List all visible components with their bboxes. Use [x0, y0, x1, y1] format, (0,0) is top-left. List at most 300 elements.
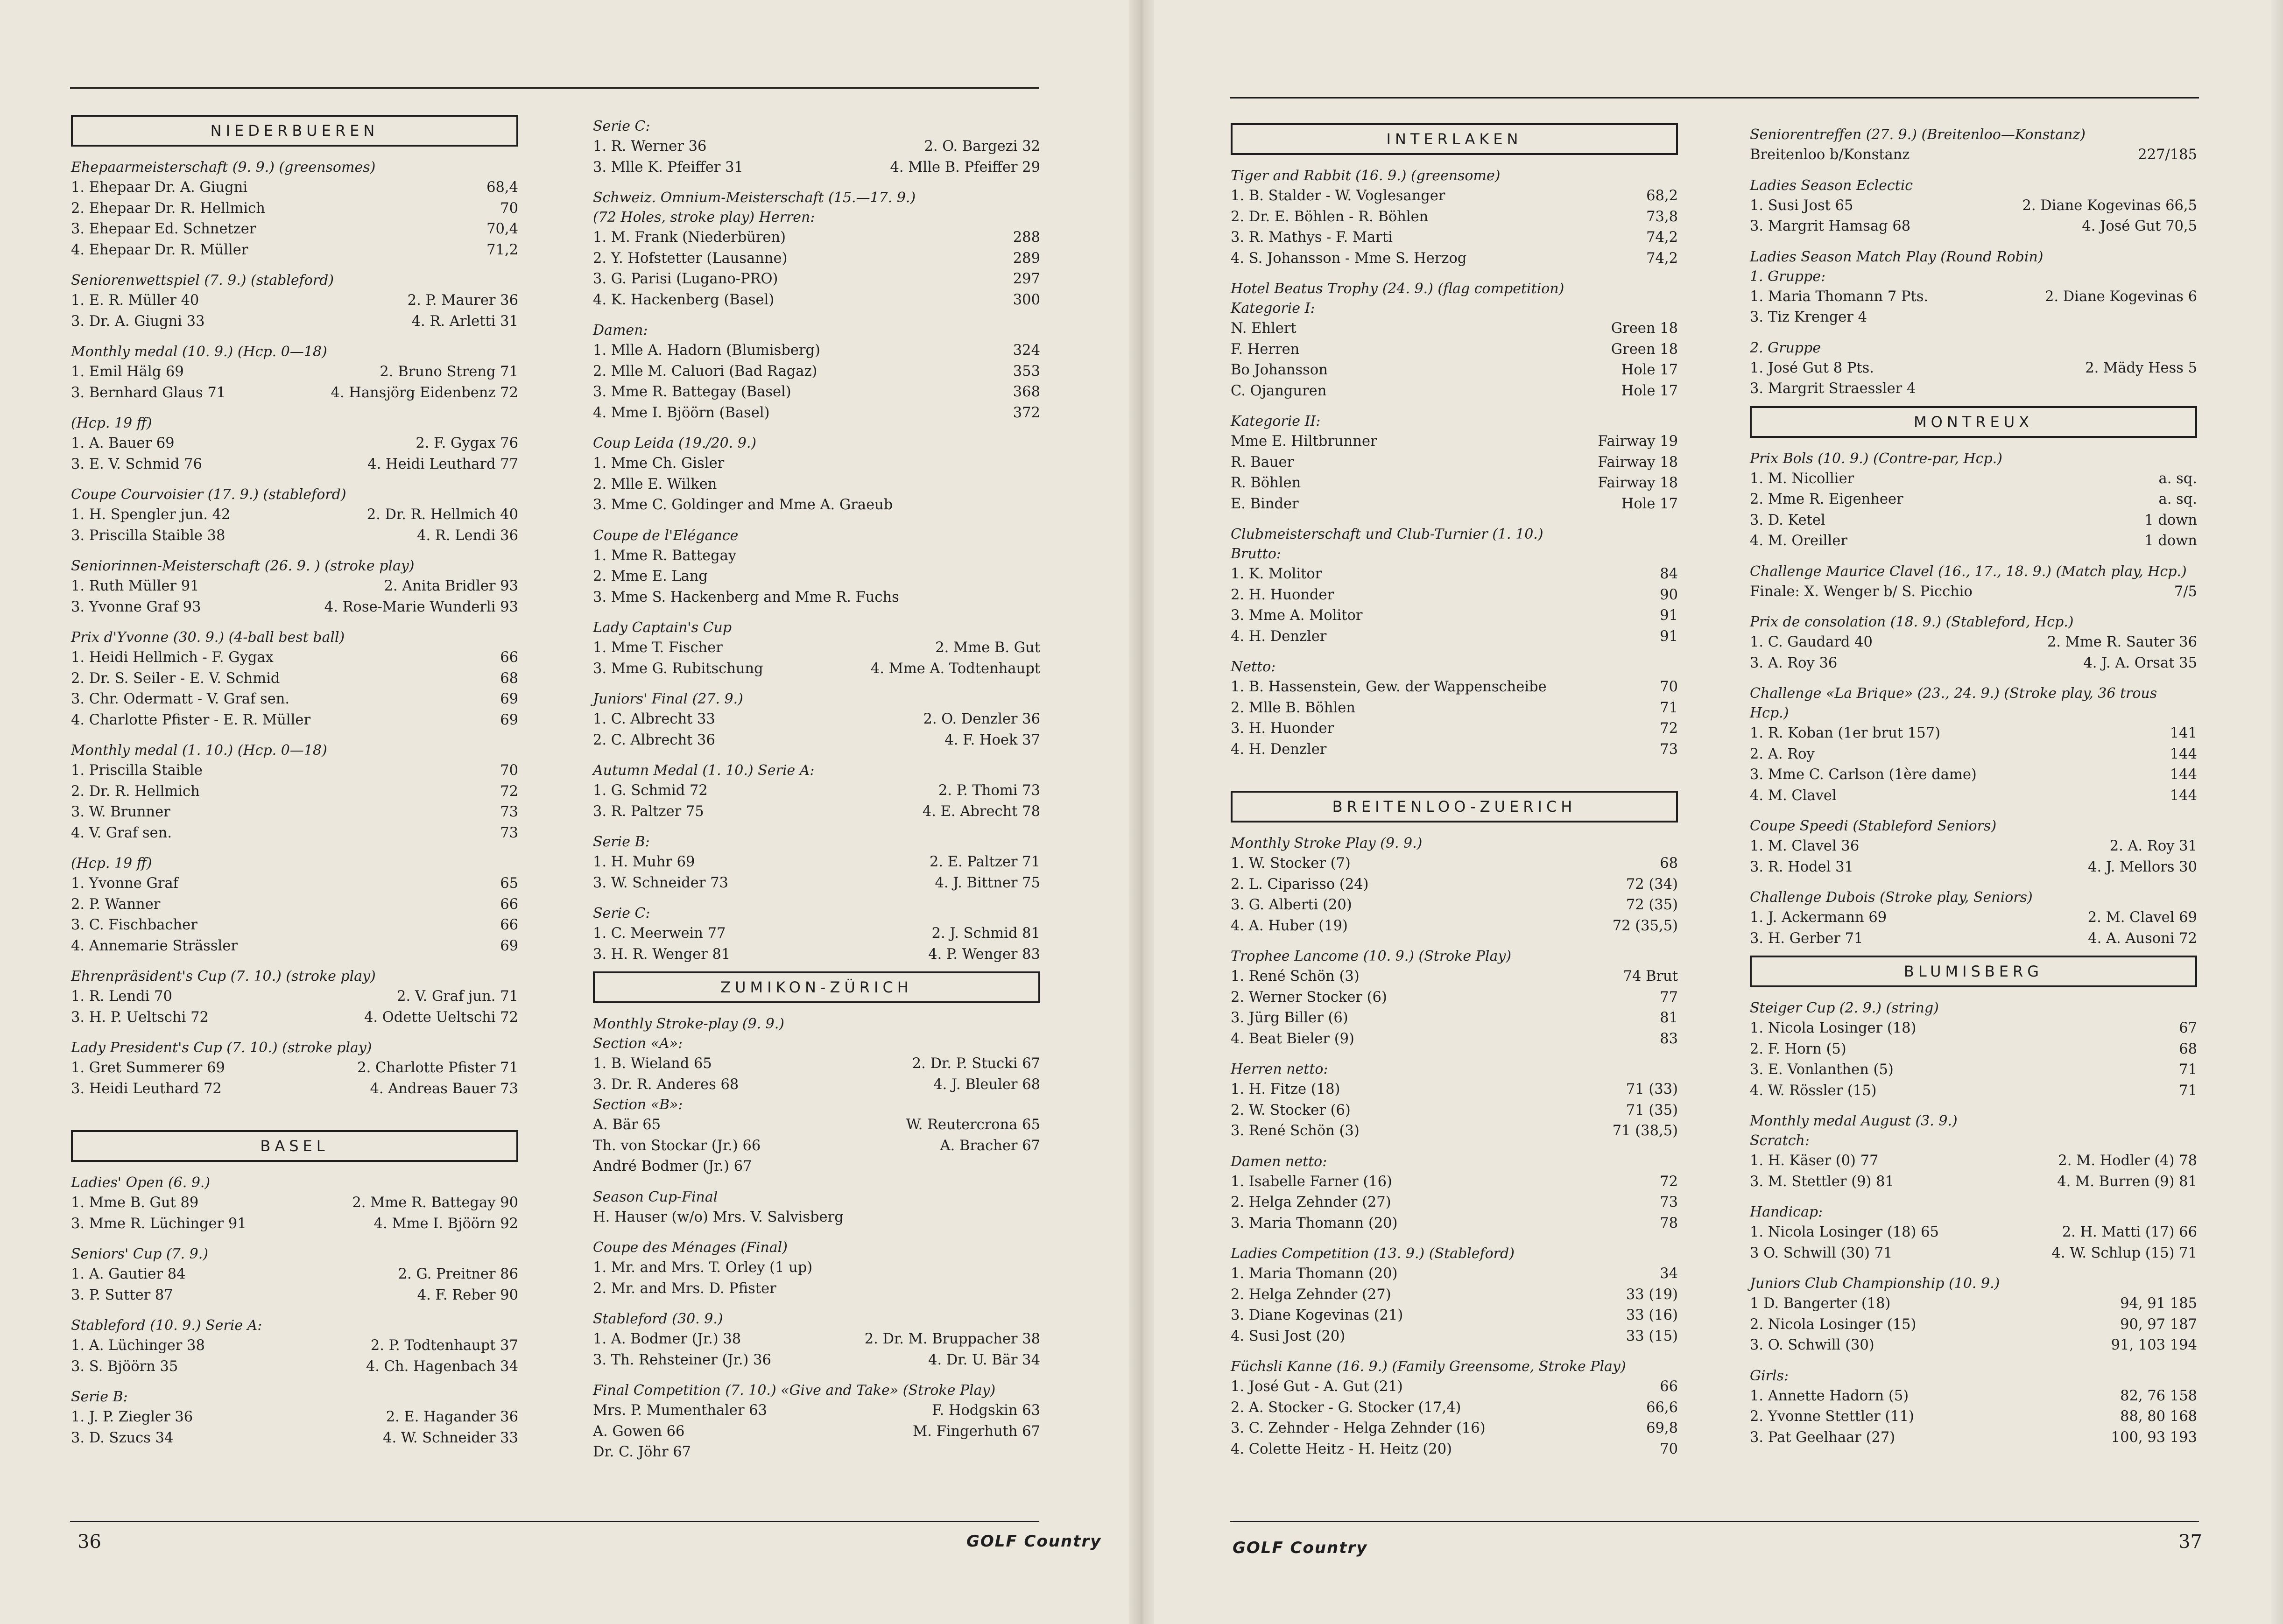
results-section — [71, 1038, 518, 1099]
results-section — [71, 414, 518, 475]
result-entry: 3. Mme C. Goldinger and Mme A. Graeub — [593, 497, 893, 513]
result-entry: 3. W. Schneider 73 — [593, 874, 728, 891]
result-entry: 1. Gret Summerer 69 — [71, 1060, 225, 1076]
result-entry: 1. Maria Thomann (20) — [1231, 1265, 1398, 1282]
result-row — [1231, 494, 1678, 515]
result-row — [1231, 853, 1678, 874]
competition-title: Girls: — [1750, 1367, 1789, 1384]
result-entry: 4. H. Denzler — [1231, 628, 1327, 645]
result-row — [1231, 1213, 1678, 1234]
result-value: 1 down — [2144, 533, 2197, 549]
results-section — [593, 761, 1040, 822]
results-section — [71, 628, 518, 731]
competition-title: Scratch: — [1750, 1132, 1810, 1149]
result-row — [1750, 1081, 2197, 1102]
result-entry: 1. E. R. Müller 40 — [71, 292, 199, 309]
result-entry: 1 D. Bangerter (18) — [1750, 1295, 1891, 1312]
competition-title: Stableford (30. 9.) — [593, 1311, 723, 1327]
club-header-blumisberg: BLUMISBERG — [1750, 956, 2197, 987]
result-value: 2. Diane Kogevinas 66,5 — [2022, 197, 2197, 214]
result-row — [1231, 1121, 1678, 1142]
result-entry: 3. Mme C. Carlson (1ère dame) — [1750, 766, 1977, 783]
results-section — [1231, 1357, 1678, 1460]
result-row — [71, 873, 518, 894]
result-value: 70 — [500, 762, 518, 779]
result-value: 72 (34) — [1626, 876, 1678, 893]
result-entry: 3. E. Vonlanthen (5) — [1750, 1062, 1894, 1078]
result-row — [1231, 381, 1678, 402]
result-row — [1750, 489, 2197, 510]
results-section — [593, 434, 1040, 516]
result-row — [1231, 1418, 1678, 1439]
result-entry: Th. von Stockar (Jr.) 66 — [593, 1137, 761, 1154]
results-section — [1750, 1366, 2197, 1448]
results-section — [593, 832, 1040, 893]
result-row — [1231, 207, 1678, 228]
result-row — [71, 177, 518, 198]
section-spacer — [1231, 760, 1678, 784]
result-entry: 1. B. Wieland 65 — [593, 1055, 712, 1072]
result-row — [1750, 836, 2197, 857]
result-row — [1231, 1029, 1678, 1050]
result-entry: Mrs. P. Mumenthaler 63 — [593, 1402, 768, 1419]
result-entry: 1. Priscilla Staible — [71, 762, 203, 779]
result-entry: 1. Mme Ch. Gisler — [593, 455, 725, 471]
result-row — [71, 198, 518, 219]
result-entry: 1. A. Lüchinger 38 — [71, 1337, 205, 1354]
result-value: Fairway 18 — [1598, 475, 1678, 491]
result-row — [1231, 1377, 1678, 1398]
results-section — [1750, 684, 2197, 703]
competition-title: Seniors' Cup (7. 9.) — [71, 1246, 209, 1262]
result-entry: André Bodmer (Jr.) 67 — [593, 1158, 752, 1174]
competition-title: Seniorinnen-Meisterschaft (26. 9. ) (stroke play) — [71, 558, 415, 574]
result-entry: 2. F. Horn (5) — [1750, 1040, 1846, 1057]
results-section — [71, 1244, 518, 1306]
result-row — [71, 986, 518, 1007]
result-row — [1231, 318, 1678, 339]
result-value: Hole 17 — [1621, 362, 1678, 378]
result-row — [1231, 874, 1678, 895]
result-entry: 1. José Gut 8 Pts. — [1750, 359, 1874, 376]
competition-title: Herren netto: — [1231, 1061, 1328, 1077]
competition-title: Serie B: — [593, 834, 650, 850]
results-section — [593, 526, 1040, 608]
results-section — [1750, 449, 2197, 552]
result-value: 83 — [1660, 1030, 1678, 1047]
result-row — [1750, 196, 2197, 217]
results-section — [1750, 1274, 2197, 1356]
result-entry: 1. A. Bodmer (Jr.) 38 — [593, 1331, 741, 1347]
result-entry: 4. Annemarie Strässler — [71, 937, 238, 954]
result-entry: 2. Helga Zehnder (27) — [1231, 1194, 1391, 1210]
competition-title: Coup Leida (19./20. 9.) — [593, 435, 757, 451]
result-row — [1231, 360, 1678, 381]
competition-title: (Hcp. 19 ff) — [71, 415, 152, 431]
competition-title: (72 Holes, stroke play) Herren: — [593, 209, 815, 225]
result-entry: 4. Ehepaar Dr. R. Müller — [71, 241, 248, 258]
result-row — [71, 668, 518, 689]
results-section — [1750, 1202, 2197, 1264]
result-entry: 1. J. Ackermann 69 — [1750, 909, 1887, 926]
result-row — [1750, 582, 2197, 603]
result-value: 4. Mme A. Todtenhaupt — [870, 660, 1040, 677]
competition-title: Ehepaarmeisterschaft (9. 9.) (greensomes) — [71, 159, 376, 176]
club-header-niederbueren: NIEDERBUEREN — [71, 115, 518, 147]
result-entry: 3. Mlle K. Pfeiffer 31 — [593, 159, 743, 176]
result-entry: 1. Susi Jost 65 — [1750, 197, 1853, 214]
result-value: 2. Dr. M. Bruppacher 38 — [864, 1331, 1040, 1347]
result-value: 2. E. Hagander 36 — [386, 1409, 518, 1425]
result-value: 91 — [1660, 607, 1678, 624]
result-value: 69 — [500, 711, 518, 728]
result-value: 90 — [1660, 586, 1678, 603]
competition-title: Ladies Competition (13. 9.) (Stableford) — [1231, 1245, 1515, 1262]
result-entry: 2. Yvonne Stettler (11) — [1750, 1408, 1914, 1425]
result-row — [71, 433, 518, 454]
result-row — [1750, 1039, 2197, 1060]
result-value: 2. Mme R. Battegay 90 — [352, 1195, 518, 1211]
result-value: 90, 97 187 — [2120, 1316, 2197, 1333]
result-row — [593, 227, 1040, 248]
result-value: 69 — [500, 691, 518, 707]
result-row — [1231, 718, 1678, 739]
result-row — [1231, 966, 1678, 987]
result-entry: 2. C. Albrecht 36 — [593, 731, 715, 748]
result-entry: 1. J. P. Ziegler 36 — [71, 1409, 193, 1425]
result-row — [71, 454, 518, 475]
result-value: 144 — [2170, 766, 2197, 783]
result-row — [1750, 358, 2197, 379]
result-row — [71, 383, 518, 404]
results-section — [593, 1014, 1040, 1034]
result-row — [1231, 1100, 1678, 1121]
result-value: Fairway 19 — [1598, 433, 1678, 450]
result-value: 1 down — [2144, 512, 2197, 528]
result-value: a. sq. — [2158, 491, 2197, 507]
result-row — [593, 495, 1040, 516]
result-row — [71, 710, 518, 731]
result-row — [1231, 431, 1678, 452]
result-value: 91, 103 194 — [2111, 1337, 2197, 1353]
result-value: 2. M. Hodler (4) 78 — [2058, 1153, 2197, 1169]
result-row — [71, 936, 518, 957]
result-value: 2. Mme R. Sauter 36 — [2047, 634, 2197, 650]
competition-title: Ehrenpräsident's Cup (7. 10.) (stroke play) — [71, 968, 376, 984]
result-entry: 2. Mr. and Mrs. D. Pfister — [593, 1280, 776, 1297]
result-value: 4. Ch. Hagenbach 34 — [366, 1358, 518, 1375]
result-entry: 4. H. Denzler — [1231, 741, 1327, 758]
result-entry: 3. Margrit Straessler 4 — [1750, 380, 1916, 397]
result-value: 74,2 — [1646, 250, 1678, 267]
competition-title: Monthly Stroke Play (9. 9.) — [1231, 835, 1423, 851]
result-value: 4. Dr. U. Bär 34 — [928, 1351, 1040, 1368]
competition-title: Füchsli Kanne (16. 9.) (Family Greensome, Stroke Play) — [1231, 1358, 1626, 1375]
result-row — [593, 1054, 1040, 1075]
result-row — [1750, 653, 2197, 674]
page-number-left: 36 — [78, 1531, 101, 1553]
result-value: 2. Bruno Streng 71 — [380, 364, 518, 380]
result-row — [71, 1357, 518, 1378]
result-entry: 2. Mme E. Lang — [593, 568, 708, 584]
result-entry: 4. Charlotte Pfister - E. R. Müller — [71, 711, 311, 728]
result-entry: 1. Ruth Müller 91 — [71, 578, 199, 594]
result-value: Hole 17 — [1621, 495, 1678, 512]
result-entry: 2. Mlle M. Caluori (Bad Ragaz) — [593, 363, 817, 380]
result-row — [1231, 1285, 1678, 1306]
result-value: 297 — [1013, 271, 1040, 287]
result-entry: 1. Mme B. Gut 89 — [71, 1195, 199, 1211]
result-entry: 1. R. Werner 36 — [593, 138, 707, 155]
results-section — [593, 321, 1040, 423]
competition-title: Lady President's Cup (7. 10.) (stroke play) — [71, 1040, 372, 1056]
section-spacer — [71, 1099, 518, 1124]
golf-country-logo-right: GOLF Country — [1233, 1539, 1368, 1557]
result-entry: 3. H. P. Ueltschi 72 — [71, 1009, 209, 1026]
result-entry: 2. Dr. S. Seiler - E. V. Schmid — [71, 670, 280, 687]
competition-title: Monthly Stroke-play (9. 9.) — [593, 1016, 784, 1032]
result-entry: 1. A. Gautier 84 — [71, 1266, 186, 1282]
result-value: 70,4 — [486, 221, 518, 237]
result-row — [593, 248, 1040, 269]
result-entry: 1. Nicola Losinger (18) — [1750, 1020, 1917, 1036]
result-row — [71, 894, 518, 915]
result-value: 68,2 — [1646, 188, 1678, 204]
result-row — [1231, 473, 1678, 494]
results-section — [1750, 267, 2197, 328]
result-entry: 3. Ehepaar Ed. Schnetzer — [71, 221, 256, 237]
results-section — [1231, 657, 1678, 760]
result-row — [1231, 916, 1678, 937]
result-value: 100, 93 193 — [2111, 1429, 2197, 1446]
result-row — [71, 219, 518, 240]
result-value: 4. J. Bleuler 68 — [933, 1076, 1040, 1093]
competition-title: Section «A»: — [593, 1035, 683, 1052]
result-entry: E. Binder — [1231, 495, 1299, 512]
competition-title: Brutto: — [1231, 546, 1281, 562]
result-entry: 1. Heidi Hellmich - F. Gygax — [71, 649, 274, 666]
result-entry: 2. H. Huonder — [1231, 586, 1334, 603]
result-entry: 2. A. Roy — [1750, 745, 1815, 762]
column-right-1 — [1231, 117, 1678, 1460]
result-row — [1750, 531, 2197, 552]
result-entry: 1. B. Stalder - W. Voglesanger — [1231, 188, 1445, 204]
result-value: 4. M. Burren (9) 81 — [2057, 1173, 2197, 1190]
result-entry: A. Gowen 66 — [593, 1423, 685, 1440]
result-row — [71, 1058, 518, 1079]
result-value: 66 — [500, 917, 518, 933]
result-row — [71, 1214, 518, 1235]
result-entry: 1. Ehepaar Dr. A. Giugni — [71, 179, 248, 196]
result-value: 4. Hansjörg Eidenbenz 72 — [331, 384, 518, 401]
result-entry: 1. Mr. and Mrs. T. Orley (1 up) — [593, 1259, 813, 1276]
result-row — [71, 647, 518, 668]
result-value: 33 (16) — [1626, 1307, 1678, 1323]
result-entry: 3. W. Brunner — [71, 804, 170, 820]
result-entry: 2. Mme R. Eigenheer — [1750, 491, 1903, 507]
result-row — [593, 546, 1040, 567]
result-entry: 3. Jürg Biller (6) — [1231, 1010, 1348, 1026]
result-value: 68 — [2179, 1040, 2197, 1057]
result-value: 73 — [500, 824, 518, 841]
competition-title: Prix Bols (10. 9.) (Contre-par, Hcp.) — [1750, 450, 2002, 467]
results-section — [593, 1381, 1040, 1463]
competition-title: Netto: — [1231, 659, 1276, 675]
result-value: 70 — [1660, 679, 1678, 695]
result-entry: N. Ehlert — [1231, 320, 1297, 337]
result-value: 66 — [500, 649, 518, 666]
result-value: 4. J. A. Orsat 35 — [2083, 654, 2197, 671]
result-row — [1750, 744, 2197, 765]
result-value: 7/5 — [2174, 583, 2197, 600]
competition-title: Coupe Courvoisier (17. 9.) (stableford) — [71, 486, 346, 503]
result-value: 2. Anita Bridler 93 — [384, 578, 518, 594]
result-row — [593, 1207, 1040, 1228]
competition-title: Ladies Season Eclectic — [1750, 177, 1913, 194]
result-row — [1750, 1406, 2197, 1427]
result-entry: 4. S. Johansson - Mme S. Herzog — [1231, 250, 1467, 267]
result-value: 73 — [1660, 1194, 1678, 1210]
result-row — [593, 801, 1040, 823]
result-row — [1231, 1079, 1678, 1100]
result-entry: 1. K. Molitor — [1231, 566, 1322, 582]
result-row — [593, 1329, 1040, 1350]
result-row — [593, 1400, 1040, 1421]
result-value: 4. W. Schneider 33 — [383, 1429, 518, 1446]
results-section — [1750, 998, 2197, 1101]
result-entry: 3. C. Fischbacher — [71, 917, 197, 933]
competition-title: Serie C: — [593, 905, 650, 921]
result-row — [1750, 1335, 2197, 1356]
result-row — [1750, 723, 2197, 744]
results-section — [1231, 525, 1678, 544]
result-value: 77 — [1660, 989, 1678, 1005]
competition-title: Lady Captain's Cup — [593, 619, 732, 636]
result-entry: 1. A. Bauer 69 — [71, 435, 175, 451]
results-section — [593, 188, 1040, 208]
result-value: 34 — [1660, 1265, 1678, 1282]
result-value: 4. Heidi Leuthard 77 — [367, 456, 518, 472]
competition-title: Challenge «La Brique» (23., 24. 9.) (Stroke play, 36 trous — [1750, 685, 2157, 702]
result-value: 2. Mme B. Gut — [935, 640, 1040, 656]
result-row — [1750, 1222, 2197, 1243]
competition-title: Steiger Cup (2. 9.) (string) — [1750, 1000, 1939, 1016]
result-entry: F. Herren — [1231, 341, 1300, 358]
result-entry: 2. Nicola Losinger (15) — [1750, 1316, 1917, 1333]
result-value: 227/185 — [2138, 147, 2197, 163]
result-entry: 4. Mme I. Bjöörn (Basel) — [593, 404, 770, 421]
results-section — [593, 1238, 1040, 1299]
result-value: 289 — [1013, 250, 1040, 267]
result-row — [71, 689, 518, 710]
result-value: 71 — [2179, 1062, 2197, 1078]
result-entry: 1. Mme R. Battegay — [593, 547, 737, 564]
result-row — [593, 944, 1040, 965]
result-row — [1750, 510, 2197, 531]
result-value: 2. P. Todtenhaupt 37 — [370, 1337, 518, 1354]
result-value: 68,4 — [486, 179, 518, 196]
result-row — [71, 823, 518, 844]
results-section — [1750, 562, 2197, 603]
result-row — [71, 1193, 518, 1214]
result-entry: 3. Heidi Leuthard 72 — [71, 1080, 222, 1097]
results-section — [1750, 1111, 2197, 1131]
result-entry: 3. Yvonne Graf 93 — [71, 598, 201, 615]
result-row — [71, 1079, 518, 1100]
result-row — [1750, 379, 2197, 400]
result-value: 71 (35) — [1626, 1102, 1678, 1118]
result-value: 73 — [1660, 741, 1678, 758]
competition-title: Serie B: — [71, 1389, 128, 1405]
result-value: 66,6 — [1646, 1399, 1678, 1416]
result-row — [1231, 585, 1678, 606]
result-entry: R. Bauer — [1231, 454, 1294, 471]
result-value: 144 — [2170, 745, 2197, 762]
result-row — [1231, 339, 1678, 360]
competition-title: 1. Gruppe: — [1750, 268, 1826, 285]
result-entry: 3. Th. Rehsteiner (Jr.) 36 — [593, 1351, 771, 1368]
result-row — [71, 576, 518, 597]
result-row — [593, 1136, 1040, 1157]
result-entry: 2. Dr. R. Hellmich — [71, 783, 200, 800]
results-section — [71, 967, 518, 1028]
result-value: 2. O. Bargezi 32 — [924, 138, 1040, 155]
result-row — [593, 659, 1040, 680]
results-section — [593, 904, 1040, 965]
column-left-2 — [593, 108, 1040, 1463]
result-row — [593, 136, 1040, 157]
competition-title: Ladies' Open (6. 9.) — [71, 1174, 211, 1191]
result-row — [1231, 605, 1678, 626]
result-value: 91 — [1660, 628, 1678, 645]
result-entry: 2. Mlle E. Wilken — [593, 476, 717, 492]
result-entry: 2. P. Wanner — [71, 896, 161, 913]
result-row — [593, 1421, 1040, 1442]
result-entry: 2. Helga Zehnder (27) — [1231, 1286, 1391, 1303]
competition-title: Season Cup-Final — [593, 1188, 718, 1205]
column-left-1 — [71, 108, 518, 1448]
result-row — [71, 1007, 518, 1028]
result-value: 66 — [1660, 1378, 1678, 1395]
results-section — [71, 556, 518, 618]
result-row — [1750, 907, 2197, 928]
result-value: 2. V. Graf jun. 71 — [397, 988, 518, 1005]
result-row — [1231, 227, 1678, 248]
result-value: Green 18 — [1611, 320, 1678, 337]
result-row — [593, 474, 1040, 495]
result-value: 4. J. Bittner 75 — [935, 874, 1040, 891]
result-entry: 3. D. Ketel — [1750, 512, 1825, 528]
result-entry: 3. Diane Kogevinas (21) — [1231, 1307, 1403, 1323]
results-section — [1231, 1152, 1678, 1234]
result-value: 353 — [1013, 363, 1040, 380]
result-entry: 1. H. Muhr 69 — [593, 854, 695, 870]
result-entry: Mme E. Hiltbrunner — [1231, 433, 1377, 450]
result-entry: 1. Mme T. Fischer — [593, 640, 723, 656]
result-entry: 3. O. Schwill (30) — [1750, 1337, 1874, 1353]
competition-title: Trophee Lancome (10. 9.) (Stroke Play) — [1231, 948, 1512, 964]
result-row — [593, 780, 1040, 801]
result-value: 73 — [500, 804, 518, 820]
result-entry: 3. Mme G. Rubitschung — [593, 660, 763, 677]
result-row — [593, 361, 1040, 382]
result-entry: 3. Chr. Odermatt - V. Graf sen. — [71, 691, 290, 707]
result-value: 4. Rose-Marie Wunderli 93 — [324, 598, 518, 615]
results-section — [1750, 125, 2197, 166]
results-section — [71, 271, 518, 332]
result-row — [593, 403, 1040, 424]
result-row — [593, 1279, 1040, 1300]
